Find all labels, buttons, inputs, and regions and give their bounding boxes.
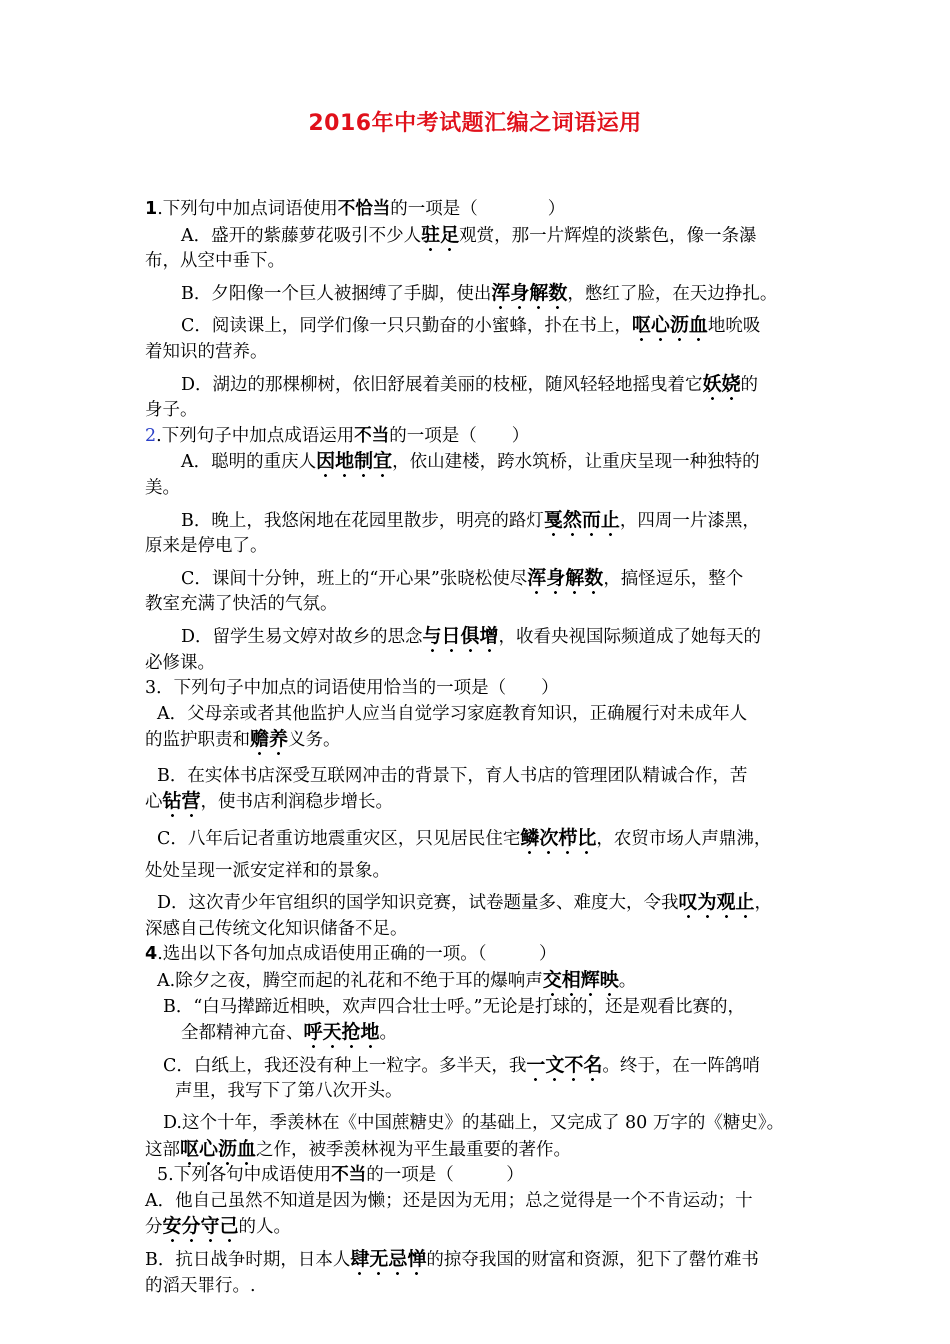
question-2-option-d: D．留学生易文婷对故乡的思念与日俱增，收看央视国际频道成了她每天的 (145, 624, 813, 651)
question-4-option-b: B．“白马撵蹄近相映，欢声四合壮士呼。”无论是打球的，还是观看比赛的， (163, 996, 746, 1017)
question-number: 2 (145, 425, 157, 446)
question-number: 4 (145, 944, 158, 965)
question-3-option-b: B．在实体书店深受互联网冲击的背景下，育人书店的管理团队精诚合作，苦 (157, 765, 748, 786)
question-3-option-a-cont: 的监护职责和赡养义务。 (145, 727, 813, 754)
dotted-keyword: 妖娆 (703, 373, 741, 401)
question-1-option-c-cont: 着知识的营养。 (145, 341, 268, 362)
dotted-keyword: 鳞次栉比 (520, 827, 596, 855)
question-2-option-c: C．课间十分钟，班上的“开心果”张晓松使尽浑身解数，搞怪逗乐，整个 (145, 566, 813, 593)
question-3-option-c: C．八年后记者重访地震重灾区，只见居民住宅鳞次栉比，农贸市场人声鼎沸， (145, 826, 813, 853)
dotted-keyword: 浑身解数 (527, 567, 603, 595)
question-1-option-c: C．阅读课上，同学们像一只只勤奋的小蜜蜂，扑在书上，呕心沥血地吮吸 (145, 313, 813, 340)
question-3-option-b-cont: 心钻营，使书店利润稳步增长。 (145, 789, 813, 816)
question-1-option-b: B．夕阳像一个巨人被捆缚了手脚，使出浑身解数，憋红了脸，在天边挣扎。 (145, 281, 813, 308)
question-4-option-d: D.这个十年，季羡林在《中国蔗糖史》的基础上，又完成了 80 万字的《糖史》。 (163, 1113, 785, 1133)
question-3-option-d-cont: 深感自己传统文化知识储备不足。 (145, 918, 408, 939)
question-5-option-a-cont: 分安分守己的人。 (145, 1214, 813, 1241)
dotted-keyword: 呕心沥血 (180, 1138, 256, 1166)
emphasis-text: 不当 (354, 425, 390, 446)
dotted-keyword: 浑身解数 (491, 282, 567, 310)
question-1-option-d: D．湖边的那棵柳树，依旧舒展着美丽的枝桠，随风轻轻地摇曳着它妖娆的 (145, 372, 813, 399)
question-5-option-b: B．抗日战争时期，日本人肆无忌惮的掠夺我国的财富和资源，犯下了罄竹难书 (145, 1247, 813, 1274)
dotted-keyword: 交相辉映 (543, 969, 619, 997)
question-1-option-a-cont: 布，从空中垂下。 (145, 251, 285, 272)
question-4-option-c: C．白纸上，我还没有种上一粒字。多半天，我一文不名。终于，在一阵鸽哨 (145, 1053, 813, 1080)
question-2-option-b: B．晚上，我悠闲地在花园里散步，明亮的路灯戛然而止，四周一片漆黑， (145, 508, 813, 535)
dotted-keyword: 安分守己 (163, 1215, 239, 1243)
question-list (145, 197, 813, 1299)
question-2-option-a: A．聪明的重庆人因地制宜，依山建楼，跨水筑桥，让重庆呈现一种独特的 (145, 449, 813, 476)
dotted-keyword: 叹为观止 (679, 891, 755, 919)
dotted-keyword: 呼天抢地 (304, 1021, 380, 1049)
question-1-option-a: A．盛开的紫藤萝花吸引不少人驻足观赏，那一片辉煌的淡紫色，像一条瀑 (145, 223, 813, 250)
question-2-option-a-cont: 美。 (145, 477, 180, 498)
dotted-keyword: 戛然而止 (544, 509, 620, 537)
question-4-option-b-cont: 全都精神亢奋、呼天抢地。 (145, 1020, 813, 1047)
emphasis-text: 不当 (331, 1165, 367, 1186)
dotted-keyword: 钻营 (163, 790, 201, 818)
question-4-option-d-cont: 这部呕心沥血之作，被季羡林视为平生最重要的著作。 (145, 1137, 813, 1164)
emphasis-text: 不恰当 (337, 199, 391, 219)
dotted-keyword: 与日俱增 (423, 625, 499, 653)
dotted-keyword: 赡养 (250, 728, 288, 756)
question-5-option-a: A．他自己虽然不知道是因为懒；还是因为无用；总之觉得是一个不肯运动；十 (145, 1190, 753, 1211)
question-4-option-a: A.除夕之夜，腾空而起的礼花和不绝于耳的爆响声交相辉映。 (145, 968, 813, 995)
question-2-option-d-cont: 必修课。 (145, 652, 215, 673)
dotted-keyword: 呕心沥血 (632, 314, 708, 342)
question-1-stem: 1.下列句中加点词语使用不恰当的一项是（ ） (145, 199, 566, 219)
question-5-option-b-cont: 的滔天罪行。. (145, 1275, 256, 1296)
dotted-keyword: 肆无忌惮 (350, 1248, 426, 1276)
question-3-stem: 3．下列句子中加点的词语使用恰当的一项是（ ） (145, 678, 559, 699)
question-2-option-b-cont: 原来是停电了。 (145, 536, 268, 557)
dotted-keyword: 因地制宜 (316, 450, 392, 478)
question-number: 1 (145, 199, 158, 219)
dotted-keyword: 驻足 (421, 224, 459, 252)
question-2-stem: 2.下列句子中加点成语运用不当的一项是（ ） (145, 425, 530, 446)
question-3-option-d: D．这次青少年官组织的国学知识竞赛，试卷题量多、难度大，令我叹为观止， (145, 890, 813, 917)
question-5-stem: 5.下列各句中成语使用不当的一项是（ ） (157, 1165, 524, 1186)
question-1-option-d-cont: 身子。 (145, 400, 198, 421)
dotted-keyword: 一文不名 (526, 1054, 602, 1082)
question-2-option-c-cont: 教室充满了快活的气氛。 (145, 594, 338, 615)
question-3-option-a: A．父母亲或者其他监护人应当自觉学习家庭教育知识，正确履行对未成年人 (157, 703, 748, 724)
question-4-option-c-cont: 声里，我写下了第八次开头。 (175, 1081, 403, 1102)
question-3-option-c-cont: 处处呈现一派安定祥和的景象。 (145, 860, 390, 881)
page-title: 2016年中考试题汇编之词语运用 (308, 111, 642, 136)
question-4-stem: 4.选出以下各句加点成语使用正确的一项。（ ） (145, 944, 557, 965)
